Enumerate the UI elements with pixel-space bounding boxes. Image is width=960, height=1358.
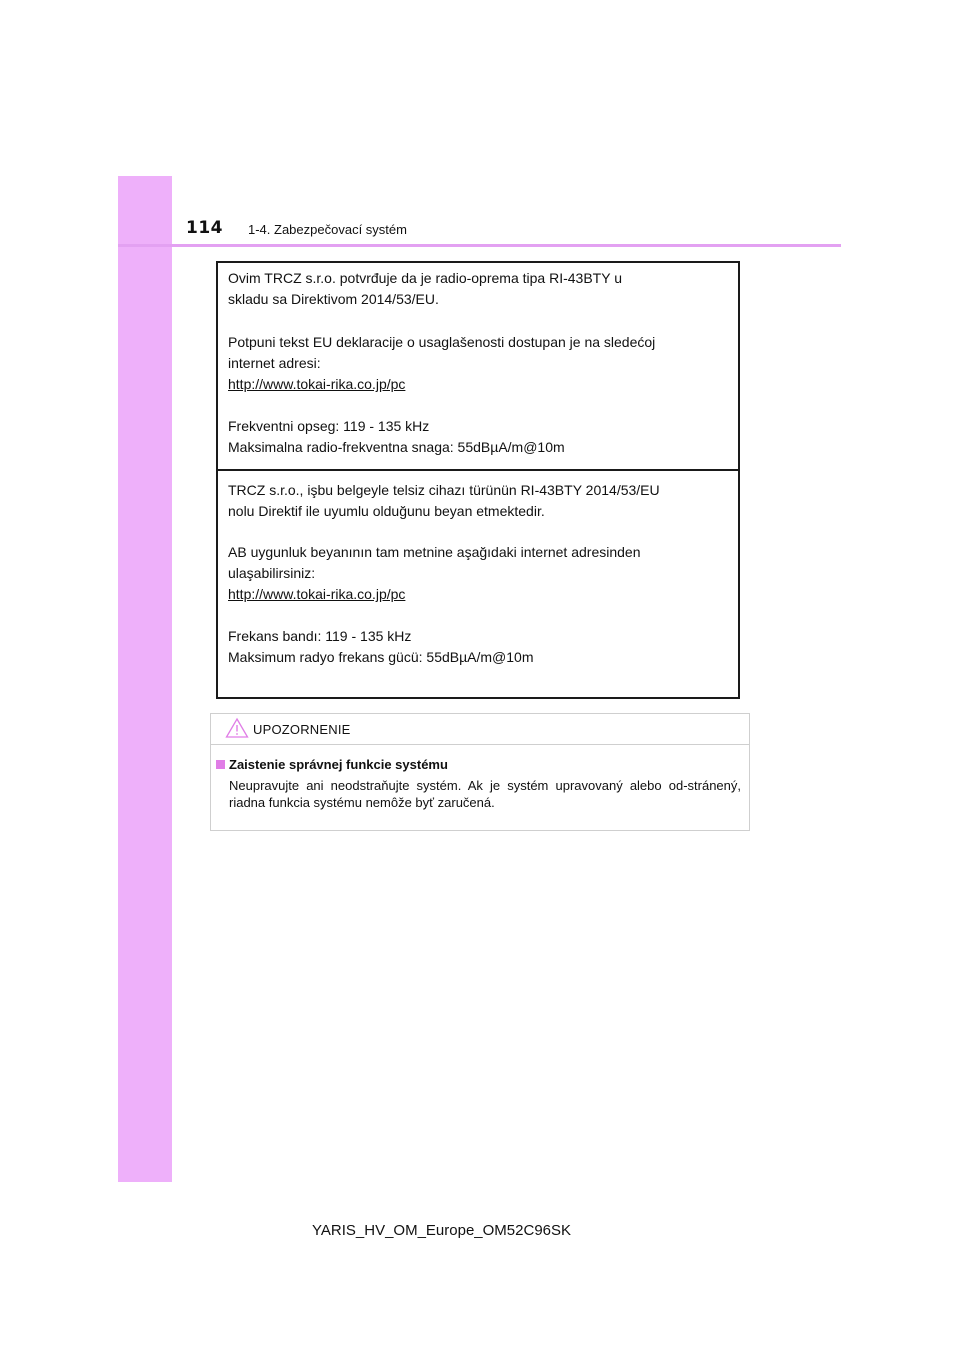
warning-title: UPOZORNENIE (253, 722, 351, 737)
warning-body: Neupravujte ani neodstraňujte systém. Ak je systém upravovaný alebo od-stránený, riadna funkcia systému nemôže byť zaručená. (229, 778, 741, 810)
document-id: YARIS_HV_OM_Europe_OM52C96SK (312, 1222, 572, 1239)
bullet-square-icon (216, 760, 225, 769)
declaration-link[interactable]: http://www.tokai-rika.co.jp/pc (228, 586, 406, 602)
declaration-text-line: internet adresi: (228, 355, 321, 371)
declaration-text-line: Potpuni tekst EU deklaracije o usaglašenosti dostupan je na sledećoj (228, 334, 656, 350)
section-title: 1-4. Zabezpečovací systém (248, 222, 407, 237)
warning-box (210, 713, 750, 831)
declaration-text-line: nolu Direktif ile uyumlu olduğunu beyan etmektedir. (228, 503, 545, 519)
frequency-range: Frekventni opseg: 119 - 135 kHz (228, 418, 430, 434)
frequency-range: Frekans bandı: 119 - 135 kHz (228, 628, 412, 644)
max-power: Maksimum radyo frekans gücü: 55dBµA/m@10m (228, 649, 534, 665)
declaration-text-line: ulaşabilirsiniz: (228, 565, 316, 581)
declaration-text-line: skladu sa Direktivom 2014/53/EU. (228, 291, 439, 307)
declaration-serbian (218, 263, 738, 471)
max-power: Maksimalna radio-frekventna snaga: 55dBµA/m@10m (228, 439, 565, 455)
declaration-link[interactable]: http://www.tokai-rika.co.jp/pc (228, 376, 406, 392)
page-number: 114 (186, 218, 223, 238)
declaration-text-line: AB uygunluk beyanının tam metnine aşağıdaki internet adresinden (228, 544, 641, 560)
declaration-table (216, 261, 740, 699)
declaration-text-line: Ovim TRCZ s.r.o. potvrđuje da je radio-oprema tipa RI-43BTY u (228, 270, 622, 286)
header-divider (118, 244, 841, 247)
declaration-text-line: TRCZ s.r.o., işbu belgeyle telsiz cihazı türünün RI-43BTY 2014/53/EU (228, 482, 660, 498)
side-margin-bar (118, 176, 172, 1182)
warning-subtitle: Zaistenie správnej funkcie systému (229, 757, 448, 772)
warning-triangle-icon (225, 717, 249, 744)
declaration-turkish (218, 473, 738, 697)
warning-header (211, 714, 749, 745)
